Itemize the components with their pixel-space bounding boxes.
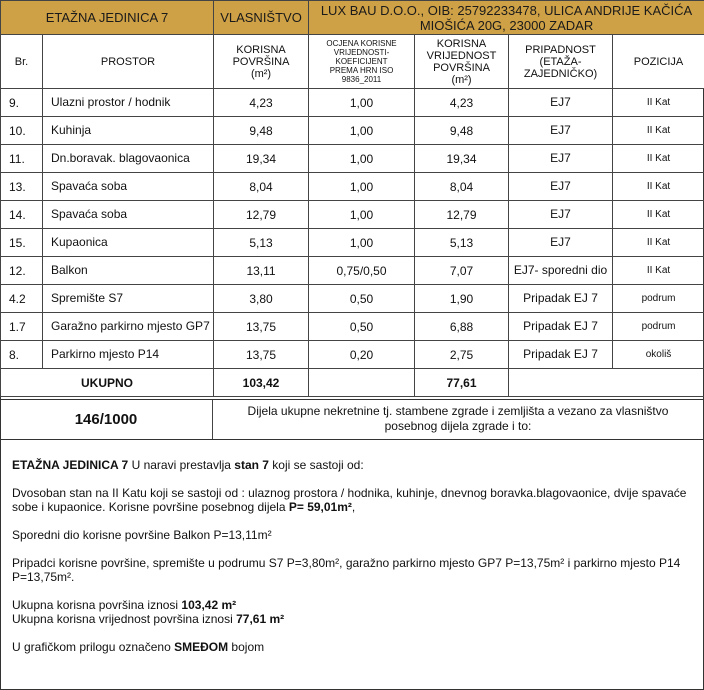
cell-room: Spavaća soba (43, 201, 214, 229)
cell-value: 6,88 (415, 313, 509, 341)
desc-appurtenances: Pripadci korisne površine, spremište u podrumu S7 P=3,80m², garažno parkirno mjesto GP7 P=13,75m² i parkirno mjesto P14 P=13,75m². (12, 556, 681, 584)
col-area-header: KORISNA POVRŠINA (m²) (214, 35, 309, 89)
cell-belong: EJ7 (509, 117, 613, 145)
cell-room: Balkon (43, 257, 214, 285)
cell-no: 15. (1, 229, 43, 257)
cell-coef: 1,00 (309, 201, 415, 229)
table-row (1, 313, 704, 341)
cell-value: 5,13 (415, 229, 509, 257)
unit-description (12, 458, 696, 668)
cell-room: Kuhinja (43, 117, 214, 145)
cell-position: okoliš (613, 341, 704, 369)
cell-belong: Pripadak EJ 7 (509, 313, 613, 341)
cell-position: II Kat (613, 145, 704, 173)
cell-area: 4,23 (214, 89, 309, 117)
cell-no: 4.2 (1, 285, 43, 313)
table-row (1, 89, 704, 117)
table-row (1, 229, 704, 257)
cell-area: 12,79 (214, 201, 309, 229)
cell-coef: 1,00 (309, 145, 415, 173)
table-row (1, 201, 704, 229)
cell-no: 11. (1, 145, 43, 173)
cell-belong: EJ7 (509, 173, 613, 201)
cell-value: 9,48 (415, 117, 509, 145)
share-fraction: 146/1000 (0, 400, 213, 439)
cell-coef: 1,00 (309, 229, 415, 257)
total-label: UKUPNO (1, 369, 214, 397)
table-row (1, 257, 704, 285)
total-coef-empty (309, 369, 415, 397)
cell-coef: 0,75/0,50 (309, 257, 415, 285)
cell-area: 19,34 (214, 145, 309, 173)
unit-title: ETAŽNA JEDINICA 7 (1, 1, 214, 35)
cell-position: II Kat (613, 89, 704, 117)
cell-position: II Kat (613, 229, 704, 257)
cell-value: 19,34 (415, 145, 509, 173)
cell-room: Spavaća soba (43, 173, 214, 201)
col-coef-header: OCJENA KORISNE VRIJEDNOSTI- KOEFICIJENT PREMA HRN ISO 9836_2011 (309, 35, 415, 89)
cell-area: 8,04 (214, 173, 309, 201)
cell-coef: 1,00 (309, 117, 415, 145)
ownership-label: VLASNIŠTVO (214, 1, 309, 35)
col-position-header: POZICIJA (613, 35, 704, 89)
cell-room: Spremište S7 (43, 285, 214, 313)
cell-belong: EJ7 (509, 145, 613, 173)
cell-no: 8. (1, 341, 43, 369)
cell-coef: 1,00 (309, 89, 415, 117)
col-belong-header: PRIPADNOST (ETAŽA- ZAJEDNIČKO) (509, 35, 613, 89)
cell-no: 13. (1, 173, 43, 201)
desc-apartment: Dvosoban stan na II Katu koji se sastoji od : ulaznog prostora / hodnika, kuhinje, dnevnog boravka.blagovaonice, dvije spavaće sobe i kupaonice. Korisne površine posebnog dijela P= 59,01m², (12, 486, 687, 514)
desc-intro: ETAŽNA JEDINICA 7 U naravi prestavlja stan 7 koji se sastoji od: (12, 458, 364, 472)
cell-value: 4,23 (415, 89, 509, 117)
cell-position: II Kat (613, 117, 704, 145)
cell-value: 7,07 (415, 257, 509, 285)
desc-secondary: Sporedni dio korisne površine Balkon P=13,11m² (12, 528, 272, 542)
total-value: 77,61 (415, 369, 509, 397)
cell-belong: Pripadak EJ 7 (509, 341, 613, 369)
cell-position: II Kat (613, 201, 704, 229)
desc-total-area: Ukupna korisna površina iznosi 103,42 m² (12, 598, 237, 612)
cell-no: 9. (1, 89, 43, 117)
share-description: Dijela ukupne nekretnine tj. stambene zgrade i zemljišta a vezano za vlasništvo posebnog dijela zgrade i to: (247, 404, 669, 433)
cell-area: 13,75 (214, 341, 309, 369)
cell-value: 8,04 (415, 173, 509, 201)
cell-coef: 0,50 (309, 285, 415, 313)
cell-coef: 1,00 (309, 173, 415, 201)
cell-no: 1.7 (1, 313, 43, 341)
cell-room: Garažno parkirno mjesto GP7 (43, 313, 214, 341)
cell-position: podrum (613, 285, 704, 313)
cell-area: 13,75 (214, 313, 309, 341)
col-no-header: Br. (1, 35, 43, 89)
cell-no: 12. (1, 257, 43, 285)
cell-belong: EJ7 (509, 89, 613, 117)
cell-belong: EJ7- sporedni dio (509, 257, 613, 285)
cell-room: Parkirno mjesto P14 (43, 341, 214, 369)
cell-belong: Pripadak EJ 7 (509, 285, 613, 313)
cell-room: Kupaonica (43, 229, 214, 257)
total-empty (509, 369, 704, 397)
table-row (1, 173, 704, 201)
table-row (1, 341, 704, 369)
cell-position: II Kat (613, 173, 704, 201)
owner-info (309, 1, 704, 35)
owner-line-1: LUX BAU D.O.O., OIB: 25792233478, ULICA ANDRIJE KAČIĆA (320, 2, 693, 18)
cell-area: 3,80 (214, 285, 309, 313)
cell-area: 5,13 (214, 229, 309, 257)
col-value-header: KORISNA VRIJEDNOST POVRŠINA (m²) (415, 35, 509, 89)
table-row (1, 117, 704, 145)
cell-belong: EJ7 (509, 201, 613, 229)
table-row (1, 145, 704, 173)
share-section (0, 399, 704, 440)
cell-area: 13,11 (214, 257, 309, 285)
desc-total-value: Ukupna korisna vrijednost površina iznosi 77,61 m² (12, 612, 285, 626)
cell-value: 12,79 (415, 201, 509, 229)
cell-room: Dn.boravak. blagovaonica (43, 145, 214, 173)
cell-area: 9,48 (214, 117, 309, 145)
total-area: 103,42 (214, 369, 309, 397)
cell-position: podrum (613, 313, 704, 341)
cell-value: 1,90 (415, 285, 509, 313)
cell-coef: 0,20 (309, 341, 415, 369)
cell-position: II Kat (613, 257, 704, 285)
table-row (1, 285, 704, 313)
cell-coef: 0,50 (309, 313, 415, 341)
cell-no: 10. (1, 117, 43, 145)
cell-value: 2,75 (415, 341, 509, 369)
desc-graphic-note: U grafičkom prilogu označeno SMEĐOM bojom (12, 640, 265, 654)
cell-room: Ulazni prostor / hodnik (43, 89, 214, 117)
cell-no: 14. (1, 201, 43, 229)
owner-line-2: MIOŠIĆA 20G, 23000 ZADAR (419, 17, 594, 33)
cell-belong: EJ7 (509, 229, 613, 257)
col-room-header: PROSTOR (43, 35, 214, 89)
